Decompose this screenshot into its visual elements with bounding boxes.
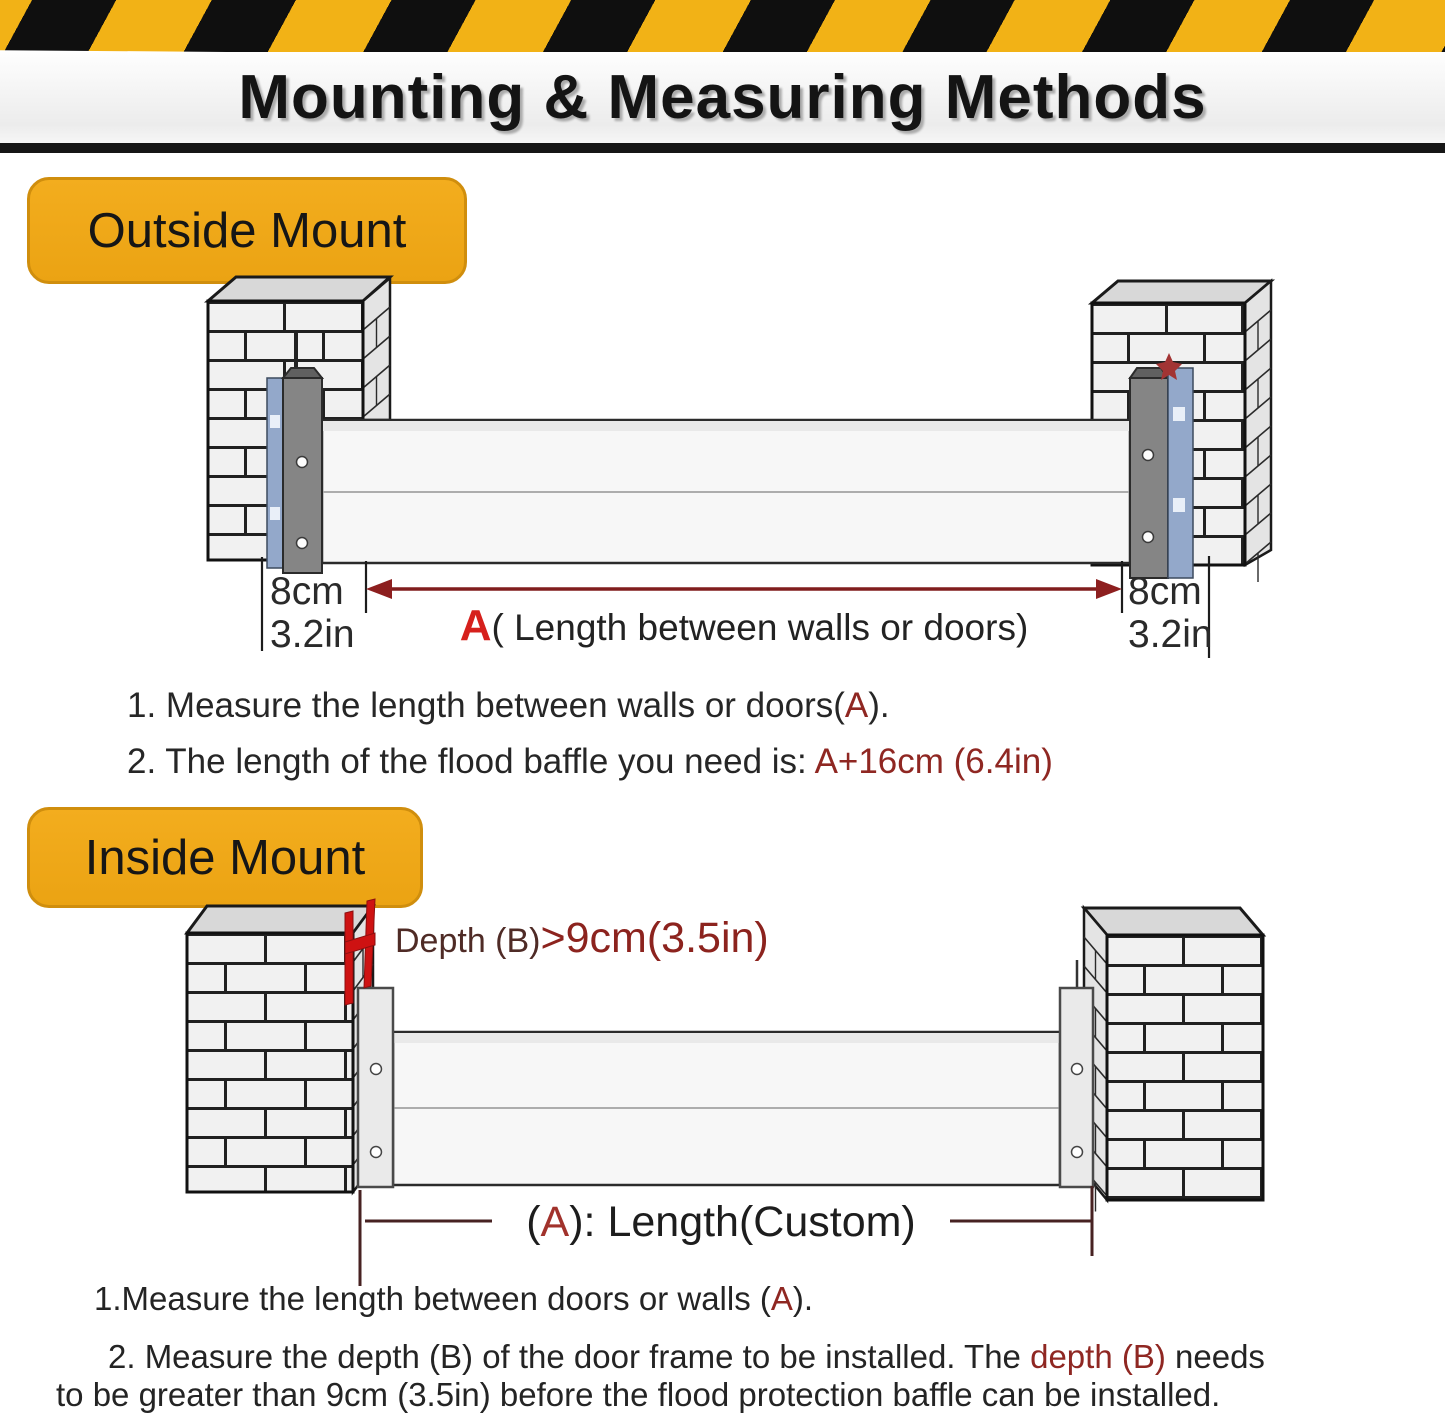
outside-left-pillar-top	[208, 277, 390, 301]
inside-mount-badge-label: Inside Mount	[84, 830, 366, 885]
inside-step-2: 2. Measure the depth (B) of the door frame to be installed. The depth (B) needs	[108, 1338, 1265, 1375]
left-end-channel	[283, 368, 322, 573]
outside-left-offset-label	[270, 570, 355, 656]
left-frame-bracket	[358, 974, 393, 1187]
right-wall-rail	[1168, 368, 1193, 578]
outside-mount-steps	[127, 686, 1053, 798]
outside-step-1: 1. Measure the length between walls or doors(A).	[127, 686, 890, 725]
inside-step-1: 1.Measure the length between doors or walls (A).	[94, 1280, 814, 1317]
inside-right-pillar-front	[1107, 935, 1263, 1200]
outside-mount-badge-label: Outside Mount	[87, 203, 407, 258]
offset-metric: 8cm	[1128, 570, 1202, 613]
inside-left-pillar-front	[187, 933, 353, 1192]
right-end-channel	[1130, 368, 1168, 578]
length-arrow	[366, 579, 1122, 599]
depth-note	[395, 914, 769, 963]
offset-metric: 8cm	[270, 570, 344, 613]
outside-step-2: 2. The length of the flood baffle you need is: A+16cm (6.4in)	[127, 742, 1053, 781]
outside-length-label	[394, 601, 1094, 651]
inside-right-pillar-top	[1084, 908, 1263, 935]
depth-value: >9cm(3.5in)	[540, 914, 769, 962]
outside-left-pillar-side	[363, 278, 390, 420]
depth-label: Depth (B)	[395, 922, 541, 960]
outside-right-pillar-top	[1092, 281, 1271, 303]
flood-barrier-outside	[322, 420, 1130, 563]
outside-right-offset-label	[1128, 570, 1213, 656]
page-title: Mounting & Measuring Methods	[238, 63, 1207, 132]
flood-barrier-inside	[393, 1032, 1060, 1185]
inside-length-label: (A): Length(Custom)	[526, 1198, 916, 1246]
length-variable: A	[540, 1198, 570, 1246]
outside-right-pillar-side	[1245, 281, 1271, 582]
offset-imperial: 3.2in	[1128, 613, 1213, 656]
inside-step-2-continued: to be greater than 9cm (3.5in) before the flood protection baffle can be installed.	[56, 1376, 1221, 1413]
length-description: ( Length between walls or doors)	[491, 607, 1029, 648]
right-frame-bracket	[1060, 960, 1093, 1187]
offset-imperial: 3.2in	[270, 613, 355, 656]
left-wall-rail	[267, 378, 284, 568]
length-variable: A	[459, 601, 492, 650]
